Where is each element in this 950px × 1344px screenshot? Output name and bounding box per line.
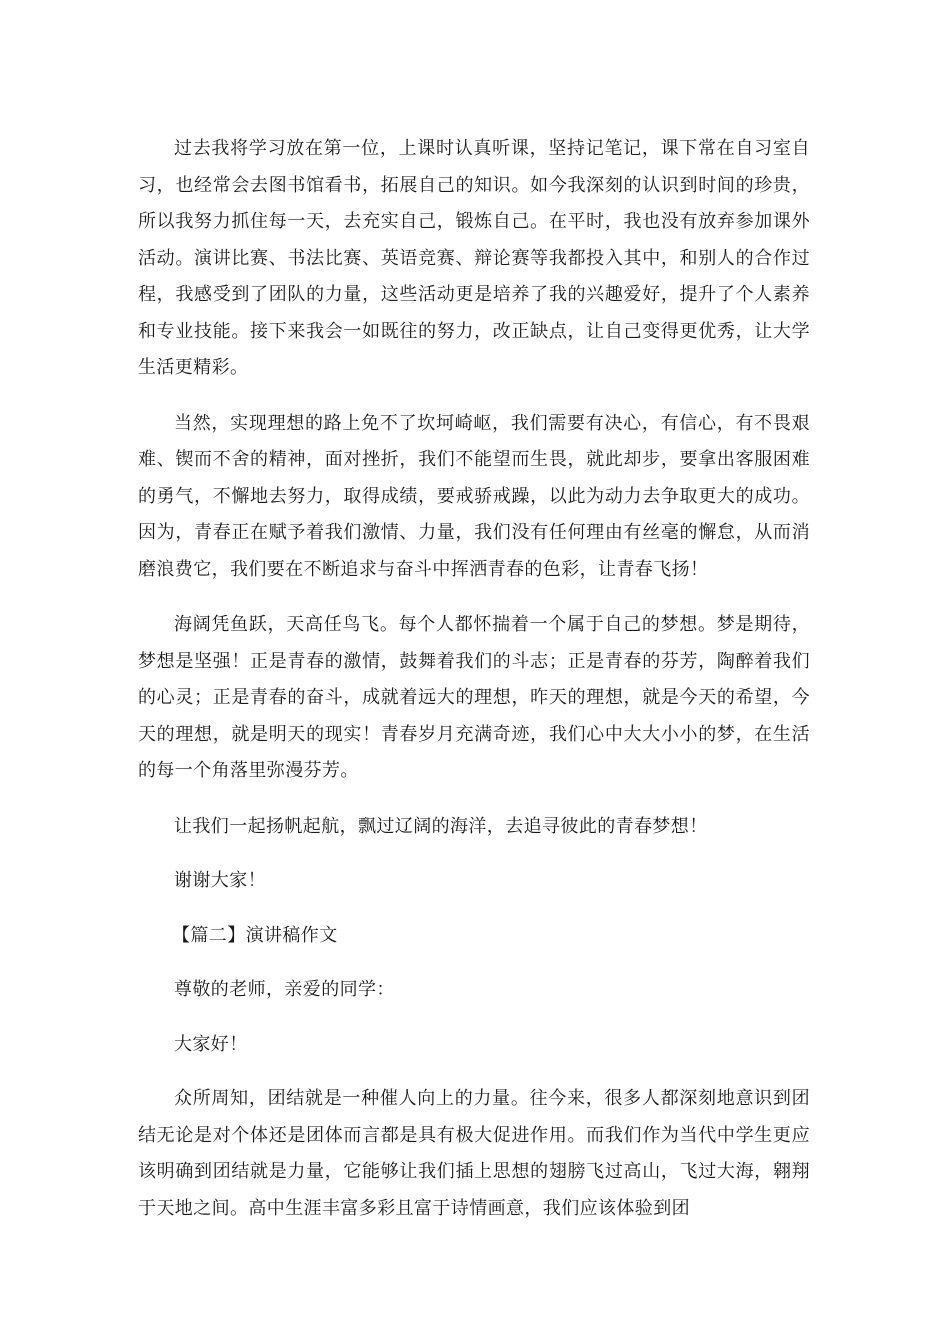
paragraph-spacer — [138, 845, 810, 863]
paragraph-ideal: 当然，实现理想的路上免不了坎坷崎岖，我们需要有决心，有信心，有不畏艰难、锲而不舍的精神，面对挫折，我们不能望而生畏，就此却步，要拿出客服困难的勇气，不懈地去努力，取得成绩，要戒骄戒躁，以此为动力去争取更大的成功。因为，青春正在赋予着我们激情、力量，我们没有任何理由有丝毫的懈怠，从而消磨浪费它，我们要在不断追求与奋斗中挥洒青春的色彩，让青春飞扬！ — [138, 412, 810, 580]
paragraph-unity: 众所周知，团结就是一种催人向上的力量。往今来，很多人都深刻地意识到团结无论是对个体还是团体而言都是具有极大促进作用。而我们作为当代中学生更应该明确到团结就是力量，它能够让我们插上思想的翅膀飞过高山，飞过大海，翱翔于天地之间。高中生涯丰富多彩且富于诗情画意，我们应该体验到团 — [138, 1088, 810, 1219]
paragraph-set-sail: 让我们一起扬帆起航，飘过辽阔的海洋，去追寻彼此的青春梦想！ — [174, 815, 708, 837]
greeting: 大家好！ — [174, 1033, 248, 1055]
closing-thanks: 谢谢大家！ — [174, 870, 266, 891]
salutation: 尊敬的老师，亲爱的同学： — [174, 979, 395, 1000]
paragraph-spacer — [138, 1063, 810, 1081]
paragraph-dream: 海阔凭鱼跃，天高任鸟飞。每个人都怀揣着一个属于自己的梦想。梦是期待，梦想是坚强！正是青春的激情，鼓舞着我们的斗志；正是青春的芬芳，陶醉着我们的心灵；正是青春的奋斗，成就着远大的理想，昨天的理想，就是今天的希望，今天的理想，就是明天的现实！青春岁月充满奇迹，我们心中大大小小的梦，在生活的每一个角落里弥漫芬芳。 — [138, 614, 810, 781]
paragraph-spacer — [138, 790, 810, 809]
paragraph-spacer — [138, 900, 810, 918]
section-heading: 【篇二】演讲稿作文 — [172, 924, 338, 946]
paragraph-spacer — [138, 588, 810, 607]
document-body — [138, 131, 810, 1227]
paragraph-study: 过去我将学习放在第一位，上课时认真听课，坚持记笔记，课下常在自习室自习，也经常会去图书馆看书，拓展自己的知识。如今我深刻的认识到时间的珍贵，所以我努力抓住每一天，去充实自己，锻炼自己。在平时，我也没有放弃参加课外活动。演讲比赛、书法比赛、英语竞赛、辩论赛等我都投入其中，和别人的合作过程，我感受到了团队的力量，这些活动更是培养了我的兴趣爱好，提升了个人素养和专业技能。接下来我会一如既往的努力，改正缺点，让自己变得更优秀，让大学生活更精彩。 — [138, 138, 810, 378]
paragraph-spacer — [138, 387, 810, 406]
paragraph-spacer — [138, 1009, 810, 1027]
paragraph-spacer — [138, 954, 810, 972]
